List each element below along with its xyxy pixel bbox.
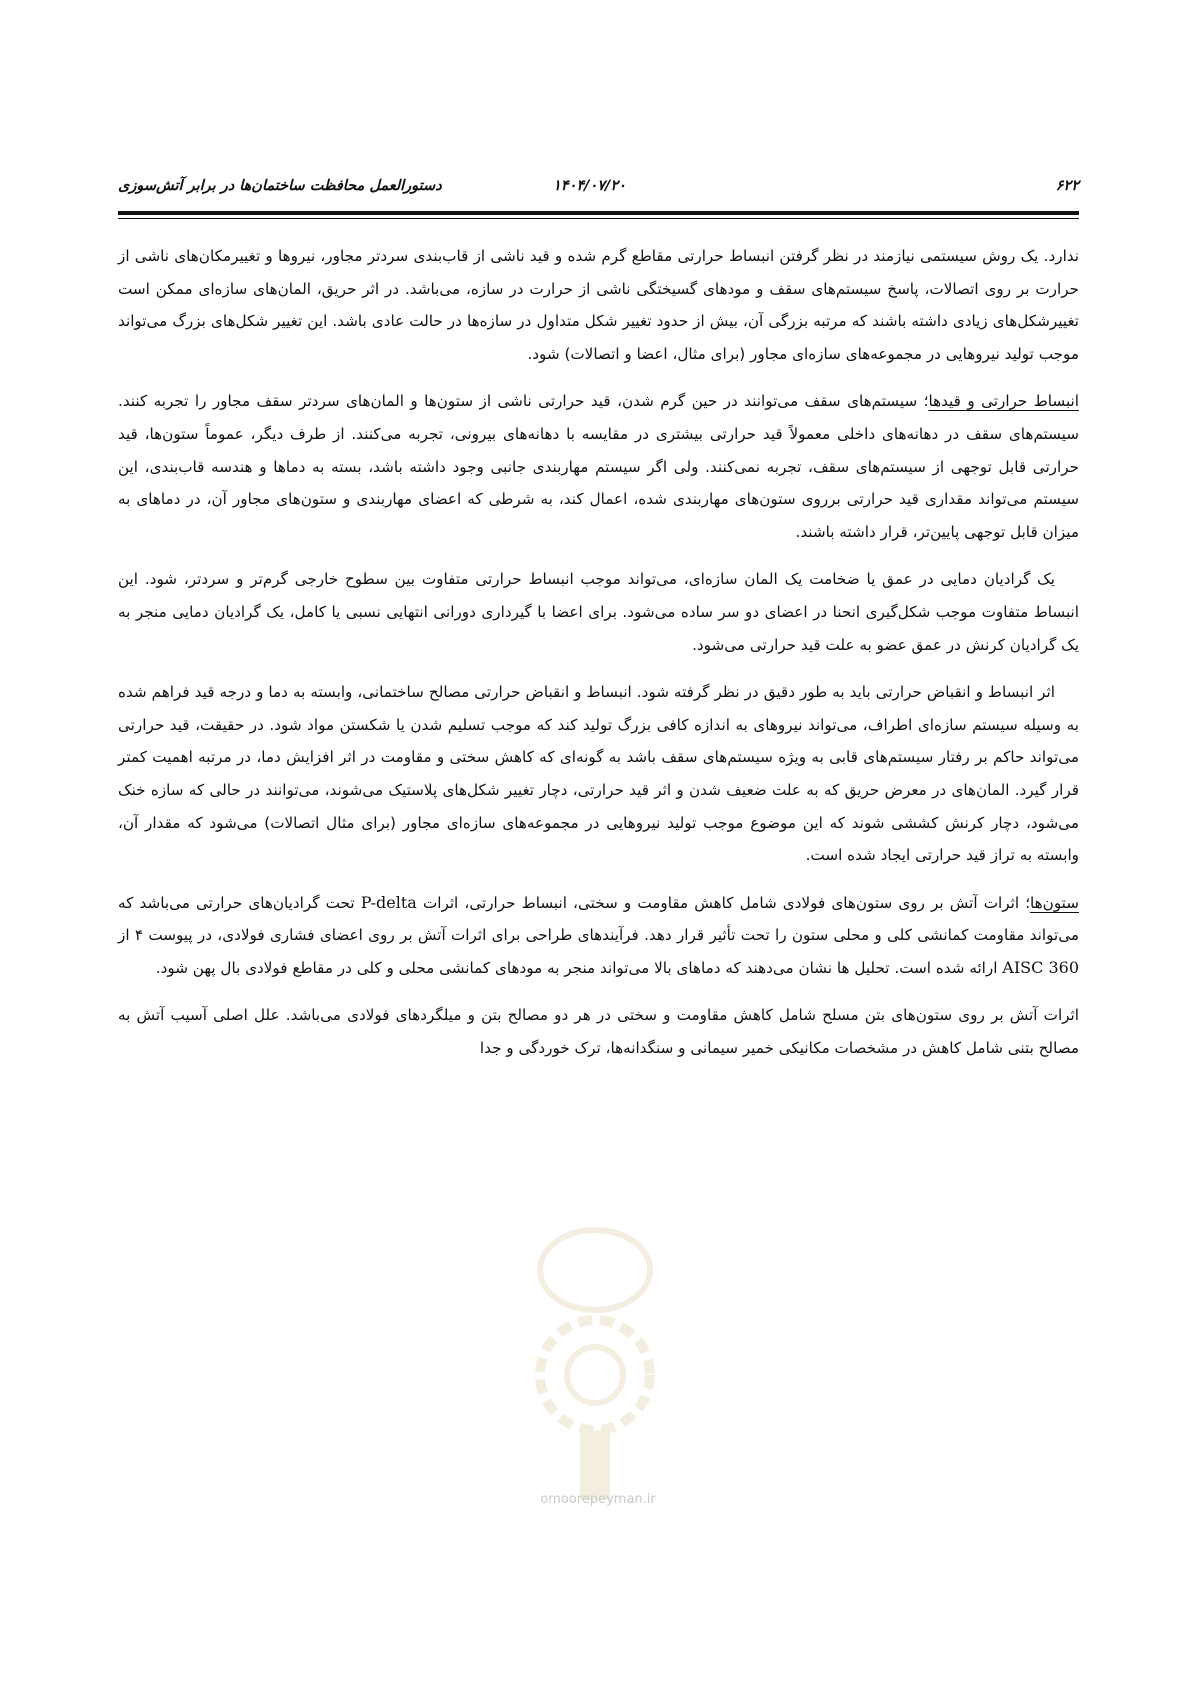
paragraph-columns	[118, 887, 1079, 985]
paragraph-text: تحت گرادیان‌های حرارتی می‌باشد که می‌تواند مقاومت کمانشی کلی و محلی ستون را تحت تأثیر قرار دهد. فرآیندهای طراحی برای اثرات آتش بر روی اعضای فشاری فولادی، در پیوست ۴ از	[118, 893, 1079, 945]
paragraph-continuation: ندارد. یک روش سیستمی نیازمند در نظر گرفتن انبساط حرارتی مقاطع گرم شده و قید ناشی از قاب‌بندی سردتر مجاور، نیروها و تغییرمکان‌های ناشی از حرارت بر روی اتصالات، پاسخ سیستم‌های سقف و مودهای گسیختگی ناشی از حرارت در سازه، می‌باشد. در اثر حریق، المان‌های سازه‌ای ممکن است تغییرشکل‌های زیادی داشته باشند که مرتبه بزرگی آن، بیش از حدود تغییر شکل متداول در سازه‌ها در حالت عادی باشد. این تغییر شکل‌های بزرگ می‌تواند موجب تولید نیروهایی در مجموعه‌های سازه‌ای مجاور (برای مثال، اعضا و اتصالات) شود.	[118, 247, 1079, 363]
section-heading-thermal-expansion: انبساط حرارتی و قیدها	[928, 392, 1079, 411]
header-rule-thick	[118, 211, 1079, 215]
document-title: دستورالعمل محافظت ساختمان‌ها در برابر آتش‌سوزی	[118, 178, 442, 194]
paragraph-temperature-gradient: یک گرادیان دمایی در عمق یا ضخامت یک المان سازه‌ای، می‌تواند موجب انبساط حرارتی متفاوت بین سطوح خارجی گرم‌تر و سردتر، شود. این انبساط متفاوت موجب شکل‌گیری انحنا در اعضای دو سر ساده می‌شود. برای اعضا با گیرداری دورانی انتهایی نسبی یا کامل، یک گرادیان دمایی منجر به یک گرادیان کرنش در عمق عضو به علت قید حرارتی می‌شود.	[118, 570, 1079, 654]
paragraph-thermal-restraint	[118, 385, 1079, 548]
section-heading-columns: ستون‌ها	[1030, 893, 1079, 912]
paragraph-text: ؛ سیستم‌های سقف می‌توانند در حین گرم شدن، قید حرارتی ناشی از ستون‌ها و المان‌های سردتر سقف مجاور را تجربه کنند. سیستم‌های سقف در دهانه‌های داخلی معمولاً قید حرارتی بیشتری در مقایسه با دهانه‌های بیرونی، تجربه می‌کنند. از طرف دیگر، عموماً ستون‌ها، قید حرارتی قابل توجهی از سیستم‌های سقف، تجربه نمی‌کنند. ولی اگر سیستم مهاربندی جانبی وجود داشته باشد، بسته به دماها و هندسه قاب‌بندی، این سیستم می‌تواند مقداری قید حرارتی برروی ستون‌های مهاربندی شده، اعمال کند، به شرطی که اعضای مهاربندی و ستون‌های مجاور آن، در دماهای به میزان قابل توجهی پایین‌تر، قرار داشته باشند.	[118, 392, 1079, 541]
watermark-domain: omoorepeyman.ir	[540, 1492, 656, 1507]
page-body	[118, 240, 1079, 1080]
watermark-emblem-icon	[520, 1210, 670, 1510]
paragraph-text: ؛ اثرات آتش بر روی ستون‌های فولادی شامل کاهش مقاومت و سختی، انبساط حرارتی، اثرات	[422, 893, 1031, 912]
paragraph-expansion-contraction: اثر انبساط و انقباض حرارتی باید به طور دقیق در نظر گرفته شود. انبساط و انقباض حرارتی مصالح ساختمانی، وابسته به دما و درجه قید فراهم شده به وسیله سیستم سازه‌ای اطراف، می‌تواند نیروهای به اندازه کافی بزرگ تولید کند که موجب تسلیم شدن یا شکستن مواد شود. در حقیقت، قید حرارتی می‌تواند حاکم بر رفتار سیستم‌های قابی به ویژه سیستم‌های سقف باشد به گونه‌ای که کاهش سختی و مقاومت در اثر افزایش دما، در مرتبه اهمیت کمتر قرار گیرد. المان‌های در معرض حریق که به علت ضعیف شدن و اثر قید حرارتی، دچار تغییر شکل‌های پلاستیک می‌شوند، می‌توانند در حالی که سازه خنک می‌شود، دچار کرنش کششی شوند که این موضوع موجب تولید نیروهایی در مجموعه‌های سازه‌ای مجاور (برای مثال اتصالات) می‌شود که مقدار آن، وابسته به تراز قید حرارتی ایجاد شده است.	[118, 683, 1079, 865]
running-header	[118, 178, 1079, 202]
page-number: ۶۲۲	[1055, 178, 1079, 194]
latin-term-p-delta: P-delta	[360, 892, 417, 912]
latin-term-aisc-360: AISC 360	[1002, 957, 1079, 977]
paragraph-text: ارائه شده است. تحلیل ها نشان می‌دهند که دماهای بالا می‌تواند منجر به مودهای کمانشی محلی و کلی در مقاطع فولادی بال پهن شود.	[155, 958, 998, 977]
header-date: ۱۴۰۴/۰۷/۲۰	[553, 178, 626, 194]
header-rule-thin	[118, 218, 1079, 219]
paragraph-concrete-columns: اثرات آتش بر روی ستون‌های بتن مسلح شامل کاهش مقاومت و سختی در هر دو مصالح بتن و میلگردهای فولادی می‌باشد. علل اصلی آسیب آتش به مصالح بتنی شامل کاهش در مشخصات مکانیکی خمیر سیمانی و سنگدانه‌ها، ترک خوردگی و جدا	[118, 1006, 1079, 1058]
